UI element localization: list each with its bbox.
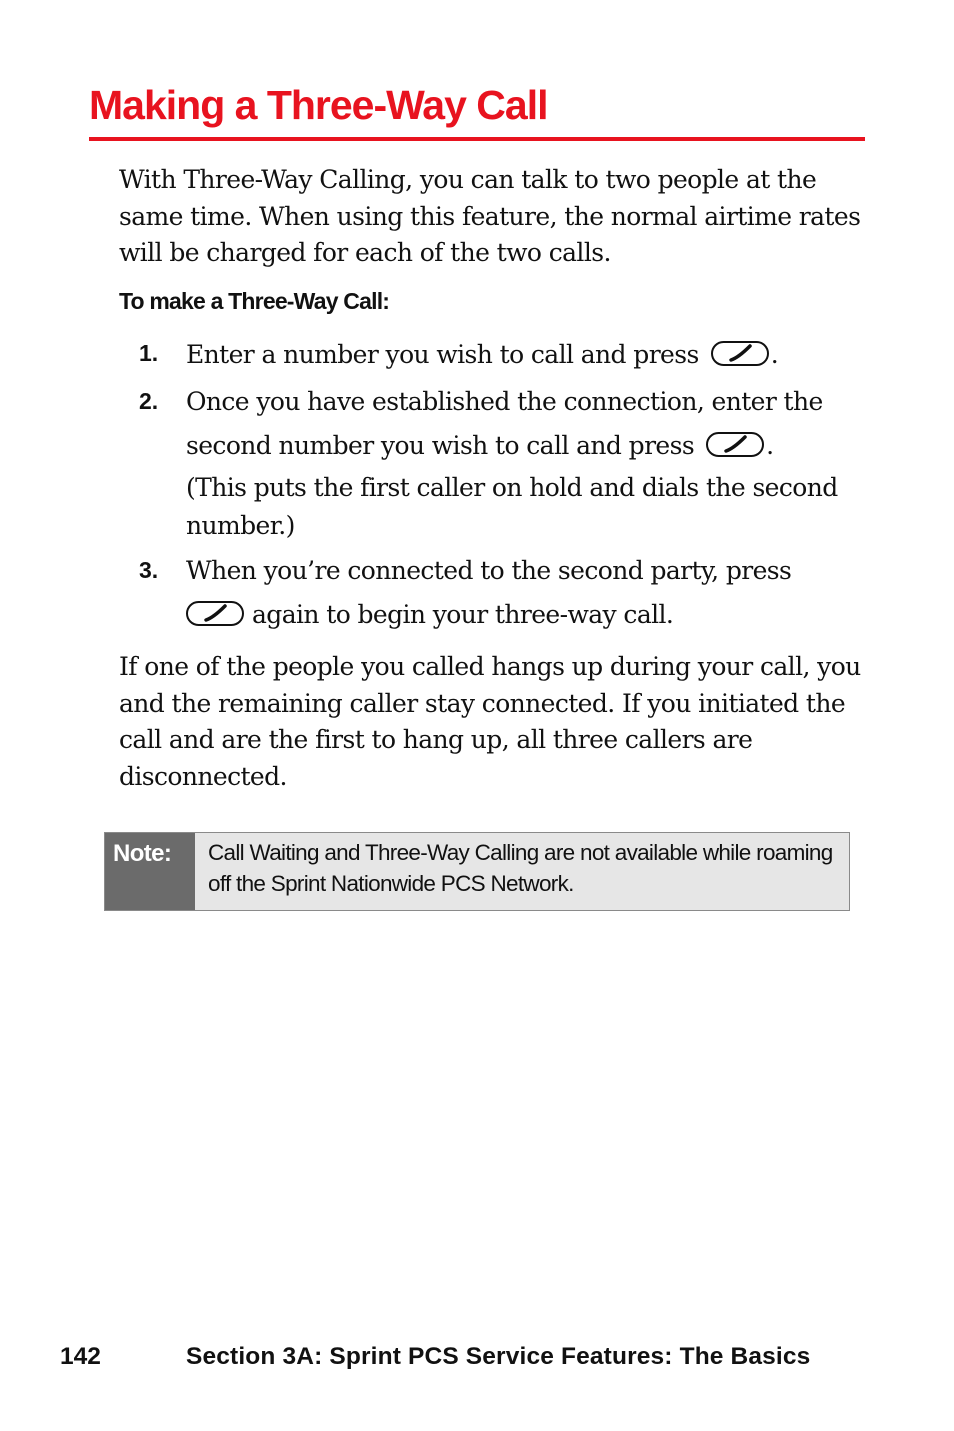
page-title: Making a Three-Way Call [89,82,548,128]
step-text: Once you have established the connection, enter the [186,387,823,416]
intro-paragraph: With Three-Way Calling, you can talk to two people at the same time. When using this feature, the normal airtime rates will be charged for each of the two calls. [119,165,861,267]
step-text: number.) [186,511,295,540]
step-text: . [770,340,779,369]
step-line [186,597,673,634]
step-text: again to begin your three-way call. [252,600,674,629]
step-line [186,470,838,507]
step-text: . [766,431,774,460]
step-number: 3. [139,557,159,583]
page-number: 142 [60,1343,101,1370]
step-text: (This puts the first caller on hold and dials the second [186,473,838,502]
step-text: second number you wish to call and press [186,431,695,460]
title-rule [89,137,865,141]
step-text: Enter a number you wish to call and press [186,340,699,369]
outro-paragraph: If one of the people you called hangs up during your call, you and the remaining caller stay connected. If you initiated the call and are the first to hang up, all three callers are disconnected. [119,652,861,791]
step-text: When you’re connected to the second party, press [186,556,792,585]
step-line [186,553,791,590]
step-number: 1. [139,340,159,366]
talk-key-icon [711,341,769,366]
step-line [186,508,295,545]
note-label: Note: [105,833,195,910]
step-line [186,384,823,421]
section-footer: Section 3A: Sprint PCS Service Features: The Basics [186,1343,811,1370]
procedure-heading: To make a Three-Way Call: [119,288,390,314]
talk-key-icon [706,432,764,457]
talk-key-icon [186,601,244,626]
step-number: 2. [139,388,159,414]
note-text: Call Waiting and Three-Way Calling are not available while roaming off the Sprint Nationwide PCS Network. [195,833,849,910]
step-line [186,428,773,465]
note-box [104,832,850,911]
step-line [186,337,778,374]
